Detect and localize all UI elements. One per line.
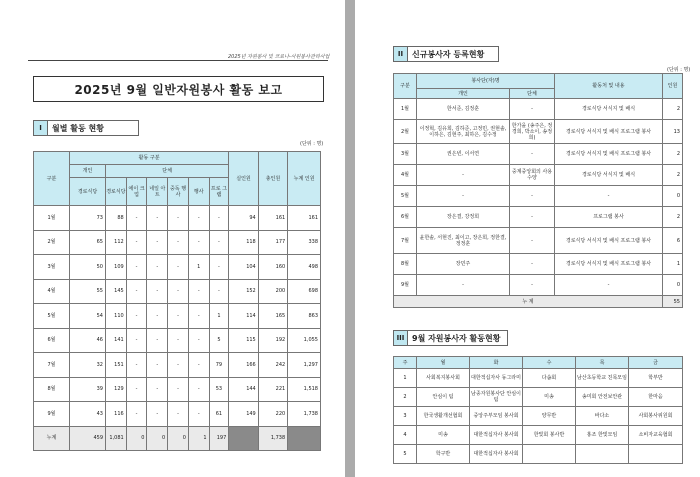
row-month: 8월 — [34, 377, 70, 402]
week-cell: 대한적십자사 봉사회 — [470, 426, 523, 445]
row-cell: 39 — [70, 377, 106, 402]
t3-header: 수 — [523, 357, 576, 369]
cell-n: 0 — [663, 186, 683, 207]
cell-grp: - — [510, 275, 555, 296]
cell-m: 7월 — [394, 228, 417, 254]
row-cell: 698 — [288, 279, 321, 304]
row-cell: 1,518 — [288, 377, 321, 402]
week-cell — [523, 445, 576, 464]
week-cell: 학구반 — [417, 445, 470, 464]
row-cell: 160 — [258, 255, 287, 280]
t3-header: 목 — [576, 357, 629, 369]
t3-header: 주 — [394, 357, 417, 369]
row-cell: - — [147, 377, 168, 402]
table-row — [394, 144, 683, 165]
row-month: 9월 — [34, 402, 70, 427]
row-cell: - — [147, 328, 168, 353]
row-cell: - — [188, 304, 209, 329]
section-2-unit: (단위 : 명) — [667, 67, 691, 73]
cell-grp: - — [510, 228, 555, 254]
col-header-sub: 프로 그램 — [209, 178, 229, 206]
row-cell: - — [209, 279, 229, 304]
row-cell: 1 — [209, 304, 229, 329]
table-row — [34, 377, 321, 402]
row-cell: 192 — [258, 328, 287, 353]
row-cell: - — [147, 353, 168, 378]
row-cell: - — [147, 255, 168, 280]
week-cell: 대한적십자사 동그라미 — [470, 369, 523, 388]
row-cell: 94 — [229, 206, 258, 231]
row-cell: - — [126, 304, 147, 329]
row-cell: - — [168, 353, 189, 378]
cell-n: 1 — [663, 254, 683, 275]
row-cell: 118 — [229, 230, 258, 255]
table-row — [34, 279, 321, 304]
cell-ind: 이정혁, 김유희, 김하준, 고정민, 권현솔, 이하은, 김현주, 최하은, 김수정 — [417, 120, 510, 144]
table-row — [394, 388, 683, 407]
row-cell: 149 — [229, 402, 258, 427]
row-cell: 53 — [209, 377, 229, 402]
cell-m: 3월 — [394, 144, 417, 165]
row-cell: - — [209, 255, 229, 280]
row-cell: - — [168, 206, 189, 231]
row-cell: 55 — [70, 279, 106, 304]
total-cell: 0 — [168, 426, 189, 450]
week-num: 1 — [394, 369, 417, 388]
total-cell: 1 — [188, 426, 209, 450]
col-header-sub: 행사 — [188, 178, 209, 206]
t3-header: 월 — [417, 357, 470, 369]
row-cell: 863 — [288, 304, 321, 329]
row-cell: 220 — [258, 402, 287, 427]
t3-header: 금 — [629, 357, 683, 369]
table-row — [34, 206, 321, 231]
table-row — [34, 328, 321, 353]
row-cell: - — [126, 377, 147, 402]
section-2-number: II — [394, 47, 408, 61]
row-cell: 110 — [106, 304, 127, 329]
page-header: 2025년 자원봉사 및 코로나-사원봉사관리사업 — [228, 54, 330, 60]
col-header-nujeok: 누계 인원 — [288, 152, 321, 206]
row-cell: 338 — [288, 230, 321, 255]
col-header-gubun: 구분 — [34, 152, 70, 206]
total-cell: 1,738 — [258, 426, 287, 450]
header-rule — [28, 60, 328, 61]
table-row — [394, 228, 683, 254]
row-cell: 32 — [70, 353, 106, 378]
t2-header-group: 단체 — [510, 89, 555, 99]
week-num: 2 — [394, 388, 417, 407]
week-cell: 홍조 한빛모임 — [576, 426, 629, 445]
week-cell: 한국생활개선협회 — [417, 407, 470, 426]
t2-header-individual: 개인 — [417, 89, 510, 99]
row-cell: 1,055 — [288, 328, 321, 353]
row-cell: - — [147, 304, 168, 329]
section-1-number: I — [34, 121, 48, 135]
row-cell: - — [126, 255, 147, 280]
table-row — [394, 186, 683, 207]
row-cell: 112 — [106, 230, 127, 255]
table-row — [394, 275, 683, 296]
section-1-label: 월별 활동 현황 — [48, 121, 104, 135]
table-row — [34, 230, 321, 255]
cell-n: 2 — [663, 144, 683, 165]
row-cell: - — [126, 230, 147, 255]
section-3-number: III — [394, 331, 408, 345]
cell-ind: - — [417, 165, 510, 186]
section-1-unit: (단위 : 명) — [300, 141, 324, 147]
row-cell: 73 — [70, 206, 106, 231]
table-row — [394, 407, 683, 426]
cell-act: 경로식당 서식지 및 배식 프로그램 봉사 — [555, 228, 663, 254]
week-cell — [629, 445, 683, 464]
row-cell: 65 — [70, 230, 106, 255]
cell-ind: - — [417, 186, 510, 207]
week-cell: 소비자교육협회 — [629, 426, 683, 445]
row-cell: - — [168, 402, 189, 427]
week-cell: 남산초등학교 친목모임 — [576, 369, 629, 388]
new-volunteer-table — [393, 73, 683, 308]
row-cell: 54 — [70, 304, 106, 329]
row-cell: - — [126, 279, 147, 304]
col-header-group: 단체 — [106, 165, 229, 178]
cell-n: 0 — [663, 275, 683, 296]
cell-act: - — [555, 275, 663, 296]
row-cell: 46 — [70, 328, 106, 353]
row-cell: - — [188, 279, 209, 304]
row-cell: 129 — [106, 377, 127, 402]
cell-act: 경로식당 서식지 및 배식 프로그램 봉사 — [555, 144, 663, 165]
cell-grp: - — [510, 186, 555, 207]
row-cell: - — [168, 255, 189, 280]
row-cell: 43 — [70, 402, 106, 427]
total-cell — [229, 426, 258, 450]
total-label: 누계 — [34, 426, 70, 450]
row-cell: 152 — [229, 279, 258, 304]
t3-header: 화 — [470, 357, 523, 369]
monthly-activity-table — [33, 151, 321, 451]
row-month: 6월 — [34, 328, 70, 353]
cell-act: 경로식당 서식지 및 배식 — [555, 165, 663, 186]
t2-header-count: 인원 — [663, 74, 683, 99]
row-cell: 79 — [209, 353, 229, 378]
row-cell: 177 — [258, 230, 287, 255]
row-cell: - — [147, 230, 168, 255]
row-cell: 144 — [229, 377, 258, 402]
table-row — [394, 426, 683, 445]
cell-grp: - — [510, 254, 555, 275]
row-cell: - — [147, 402, 168, 427]
row-cell: 50 — [70, 255, 106, 280]
row-cell: - — [209, 206, 229, 231]
total-cell: 459 — [70, 426, 106, 450]
week-cell: 남종자원봉사단 안심이 팀 — [470, 388, 523, 407]
table-row — [394, 165, 683, 186]
col-header-sub: 중독 행사 — [168, 178, 189, 206]
cell-grp: 한가을 (송주은, 정경희, 박소이, 송정희) — [510, 120, 555, 144]
week-num: 3 — [394, 407, 417, 426]
row-cell: - — [188, 206, 209, 231]
row-cell: 200 — [258, 279, 287, 304]
t2-header-gubun: 구분 — [394, 74, 417, 99]
cell-m: 2월 — [394, 120, 417, 144]
total-row — [34, 426, 321, 450]
row-cell: 145 — [106, 279, 127, 304]
cell-m: 9월 — [394, 275, 417, 296]
row-cell: 1 — [188, 255, 209, 280]
cell-ind: 한서준, 김정훈 — [417, 99, 510, 120]
row-cell: - — [147, 206, 168, 231]
cell-ind: 윤한솔, 서현진, 최이고, 장은희, 정한결, 정정훈 — [417, 228, 510, 254]
week-cell — [576, 445, 629, 464]
cell-n: 6 — [663, 228, 683, 254]
table-row — [394, 369, 683, 388]
report-title — [33, 76, 324, 102]
week-cell: 사회복지봉사회 — [417, 369, 470, 388]
cell-ind: 권은빈, 이서연 — [417, 144, 510, 165]
cell-grp: - — [510, 144, 555, 165]
cell-n: 2 — [663, 99, 683, 120]
row-month: 2월 — [34, 230, 70, 255]
cell-ind: - — [417, 275, 510, 296]
total-label: 누 계 — [394, 296, 663, 308]
row-cell: 104 — [229, 255, 258, 280]
week-num: 5 — [394, 445, 417, 464]
cell-grp: 중계중앙회의 사용수양 — [510, 165, 555, 186]
cell-act: 경로식당 서식지 및 배식 프로그램 봉사 — [555, 254, 663, 275]
cell-m: 6월 — [394, 207, 417, 228]
cell-act: 경로식당 서식지 및 배식 프로그램 봉사 — [555, 120, 663, 144]
cell-n: 13 — [663, 120, 683, 144]
row-cell: 88 — [106, 206, 127, 231]
col-header-sub: 에이 크업 — [126, 178, 147, 206]
section-2-label: 신규봉사자 등록현황 — [408, 47, 484, 61]
cell-n: 2 — [663, 165, 683, 186]
row-cell: - — [188, 377, 209, 402]
row-cell: 5 — [209, 328, 229, 353]
row-cell: - — [188, 328, 209, 353]
row-cell: - — [168, 279, 189, 304]
document-page-1 — [0, 0, 345, 477]
table-row — [394, 99, 683, 120]
cell-ind: 장민주 — [417, 254, 510, 275]
row-cell: 166 — [229, 353, 258, 378]
total-cell: 0 — [126, 426, 147, 450]
table-row — [34, 353, 321, 378]
row-cell: 109 — [106, 255, 127, 280]
row-cell: 161 — [288, 206, 321, 231]
section-1-heading — [33, 120, 139, 136]
col-header-sub: 경로식당 — [70, 178, 106, 206]
cell-act: - — [555, 186, 663, 207]
row-cell: 161 — [258, 206, 287, 231]
cell-act: 프로그램 봉사 — [555, 207, 663, 228]
cell-m: 1월 — [394, 99, 417, 120]
row-cell: - — [188, 230, 209, 255]
weekly-activity-table — [393, 356, 683, 464]
week-cell: 바다소 — [576, 407, 629, 426]
week-cell: 사회봉사위원회 — [629, 407, 683, 426]
row-cell: - — [126, 402, 147, 427]
cell-grp: - — [510, 99, 555, 120]
table-row — [394, 445, 683, 464]
table-row — [34, 304, 321, 329]
row-cell: 221 — [258, 377, 287, 402]
week-cell: 한마음 — [629, 388, 683, 407]
week-cell: 송미회 안전보안관 — [576, 388, 629, 407]
row-month: 4월 — [34, 279, 70, 304]
table-row — [34, 255, 321, 280]
row-month: 3월 — [34, 255, 70, 280]
week-cell: 한빛회 봉사반 — [523, 426, 576, 445]
row-cell: - — [168, 377, 189, 402]
col-header-individual: 개인 — [70, 165, 106, 178]
row-cell: 114 — [229, 304, 258, 329]
document-page-2 — [355, 0, 700, 477]
col-header-sub: 네일 아트 — [147, 178, 168, 206]
week-cell: 대한적십자사 봉사회 — [470, 445, 523, 464]
total-value: 55 — [663, 296, 683, 308]
row-cell: - — [147, 279, 168, 304]
row-cell: - — [126, 206, 147, 231]
cell-m: 8월 — [394, 254, 417, 275]
section-3-label: 9월 자원봉사자 활동현황 — [408, 331, 500, 345]
row-cell: - — [188, 402, 209, 427]
week-num: 4 — [394, 426, 417, 445]
week-cell: 미송 — [523, 388, 576, 407]
col-header-chong: 총인원 — [258, 152, 287, 206]
total-cell: 197 — [209, 426, 229, 450]
row-cell: - — [209, 230, 229, 255]
table-row — [394, 207, 683, 228]
t2-header-name: 봉사단(자)명 — [417, 74, 555, 89]
row-cell: 115 — [229, 328, 258, 353]
section-2-heading — [393, 46, 499, 62]
table-row — [394, 254, 683, 275]
row-cell: - — [168, 328, 189, 353]
row-month: 7월 — [34, 353, 70, 378]
cell-grp: - — [510, 207, 555, 228]
cell-m: 4월 — [394, 165, 417, 186]
row-cell: 1,738 — [288, 402, 321, 427]
row-cell: 141 — [106, 328, 127, 353]
row-cell: 1,297 — [288, 353, 321, 378]
week-cell: 학부반 — [629, 369, 683, 388]
cell-n: 2 — [663, 207, 683, 228]
row-cell: - — [126, 353, 147, 378]
row-month: 1월 — [34, 206, 70, 231]
total-cell — [288, 426, 321, 450]
week-cell: 안심이 팀 — [417, 388, 470, 407]
row-month: 5월 — [34, 304, 70, 329]
row-cell: 61 — [209, 402, 229, 427]
row-cell: 116 — [106, 402, 127, 427]
table-row — [394, 120, 683, 144]
total-cell: 0 — [147, 426, 168, 450]
row-cell: 242 — [258, 353, 287, 378]
row-cell: 498 — [288, 255, 321, 280]
section-3-heading — [393, 330, 508, 346]
row-cell: - — [126, 328, 147, 353]
week-cell: 다솜회 — [523, 369, 576, 388]
row-cell: 151 — [106, 353, 127, 378]
cell-ind: 장은결, 강정희 — [417, 207, 510, 228]
table-row — [34, 402, 321, 427]
week-cell: 중앙주부모임 봉사회 — [470, 407, 523, 426]
col-header-activity: 활동 구분 — [70, 152, 229, 165]
t2-header-activity: 활동처 및 내용 — [555, 74, 663, 99]
week-cell: 미송 — [417, 426, 470, 445]
row-cell: - — [168, 304, 189, 329]
cell-act: 경로식당 서식지 및 배식 — [555, 99, 663, 120]
total-row — [394, 296, 683, 308]
row-cell: - — [188, 353, 209, 378]
row-cell: - — [168, 230, 189, 255]
col-header-silinwon: 실인원 — [229, 152, 258, 206]
week-cell: 양무반 — [523, 407, 576, 426]
cell-m: 5월 — [394, 186, 417, 207]
row-cell: 165 — [258, 304, 287, 329]
total-cell: 1,081 — [106, 426, 127, 450]
report-title-text: 2025년 9월 일반자원봉사 활동 보고 — [74, 82, 283, 97]
col-header-sub: 경로식당 — [106, 178, 127, 206]
